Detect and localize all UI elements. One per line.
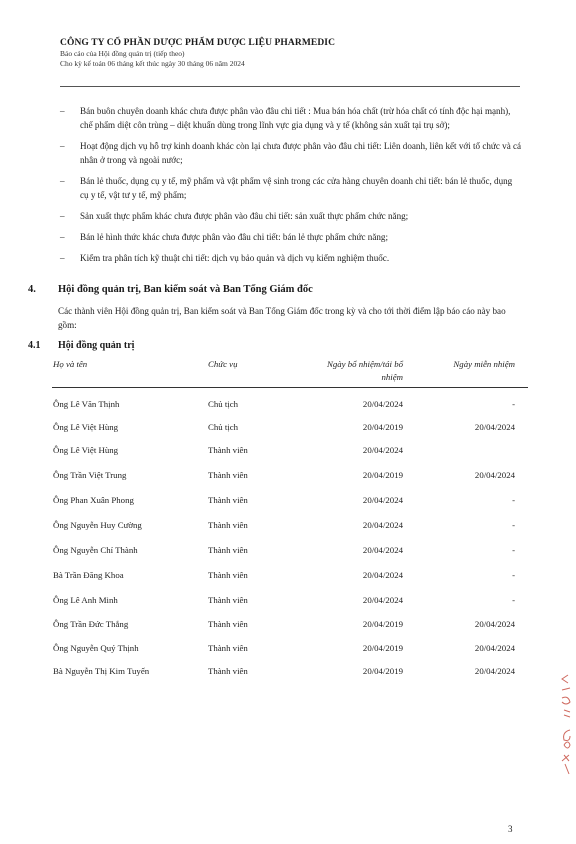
red-stamp-mark — [556, 660, 576, 785]
table-row: Ông Phan Xuân Phong Thành viên 20/04/2024 - — [53, 495, 515, 505]
table-row: Ông Trần Đức Thắng Thành viên 20/04/2019 20/04/2024 — [53, 619, 515, 629]
table-row: Ông Nguyễn Chí Thành Thành viên 20/04/2024 - — [53, 545, 515, 555]
list-item: – Bán lẻ hình thức khác chưa được phân vào đâu chi tiết: bán lẻ thực phẩm chức năng; — [60, 232, 388, 242]
column-header-appointed: Ngày bổ nhiệm/tái bổ — [327, 359, 403, 369]
subsection-heading: 4.1 Hội đồng quản trị — [28, 340, 135, 351]
list-item: – Sản xuất thực phẩm khác chưa được phân vào đâu chi tiết: sản xuất thực phẩm chức năng; — [60, 211, 409, 221]
table-row: Ông Trần Việt Trung Thành viên 20/04/2019 20/04/2024 — [53, 470, 515, 480]
table-row: Bà Nguyễn Thị Kim Tuyến Thành viên 20/04/2019 20/04/2024 — [53, 666, 515, 676]
list-item: – Bán lẻ thuốc, dụng cụ y tế, mỹ phẩm và vật phẩm vệ sinh trong các cửa hàng chuyên doanh chi tiết: bán lẻ thuốc, dụng cụ y tế, vật tư y tế, mỹ phẩm; — [60, 176, 513, 200]
list-item: – Bán buôn chuyên doanh khác chưa được phân vào đâu chi tiết : Mua bán hóa chất (trừ hóa chất có tính độc hại mạnh), chế phẩm diệt côn trùng – diệt khuẩn dùng trong lĩnh vực gia dụng và y tế (không sản xuất tại trụ sở); — [60, 106, 511, 130]
column-header-appointed-cont: nhiệm — [381, 372, 403, 382]
business-lines-list — [60, 104, 522, 272]
column-header-name: Họ và tên — [53, 359, 88, 369]
table-row: Ông Lê Anh Minh Thành viên 20/04/2024 - — [53, 595, 515, 605]
document-header — [60, 37, 520, 69]
company-name: CÔNG TY CỔ PHẦN DƯỢC PHẨM DƯỢC LIỆU PHARMEDIC — [60, 38, 336, 48]
table-header-rule — [52, 387, 528, 388]
report-period: Cho kỳ kế toán 06 tháng kết thúc ngày 30 tháng 06 năm 2024 — [60, 59, 245, 68]
table-row: Ông Nguyễn Quý Thịnh Thành viên 20/04/2019 20/04/2024 — [53, 643, 515, 653]
report-subtitle: Báo cáo của Hội đồng quản trị (tiếp theo) — [60, 49, 185, 58]
table-row: Bà Trần Đăng Khoa Thành viên 20/04/2024 - — [53, 570, 515, 580]
section-heading: 4. Hội đồng quản trị, Ban kiểm soát và Ban Tổng Giám đốc — [28, 284, 313, 295]
header-divider — [60, 86, 520, 87]
table-row: Ông Lê Việt Hùng Chủ tịch 20/04/2019 20/04/2024 — [53, 422, 515, 432]
section-intro: Các thành viên Hội đồng quản trị, Ban kiểm soát và Ban Tổng Giám đốc trong kỳ và cho tới thời điểm lập báo cáo này bao gồm: — [58, 306, 506, 330]
table-row: Ông Lê Văn Thịnh Chủ tịch 20/04/2024 - — [53, 399, 515, 409]
column-header-dismissed: Ngày miễn nhiệm — [453, 359, 515, 369]
column-header-role: Chức vụ — [208, 359, 238, 369]
table-row: Ông Lê Việt Hùng Thành viên 20/04/2024 — [53, 445, 403, 455]
table-row: Ông Nguyễn Huy Cường Thành viên 20/04/2024 - — [53, 520, 515, 530]
table-header — [0, 357, 576, 387]
page-number: 3 — [508, 824, 513, 834]
list-item: – Hoạt động dịch vụ hỗ trợ kinh doanh khác còn lại chưa được phân vào đâu chi tiết: Liên doanh, liên kết với tổ chức và cá nhân ở trong và ngoài nước; — [60, 141, 522, 165]
list-item: – Kiểm tra phân tích kỹ thuật chi tiết: dịch vụ bảo quản và dịch vụ kiểm nghiệm thuốc. — [60, 253, 390, 263]
